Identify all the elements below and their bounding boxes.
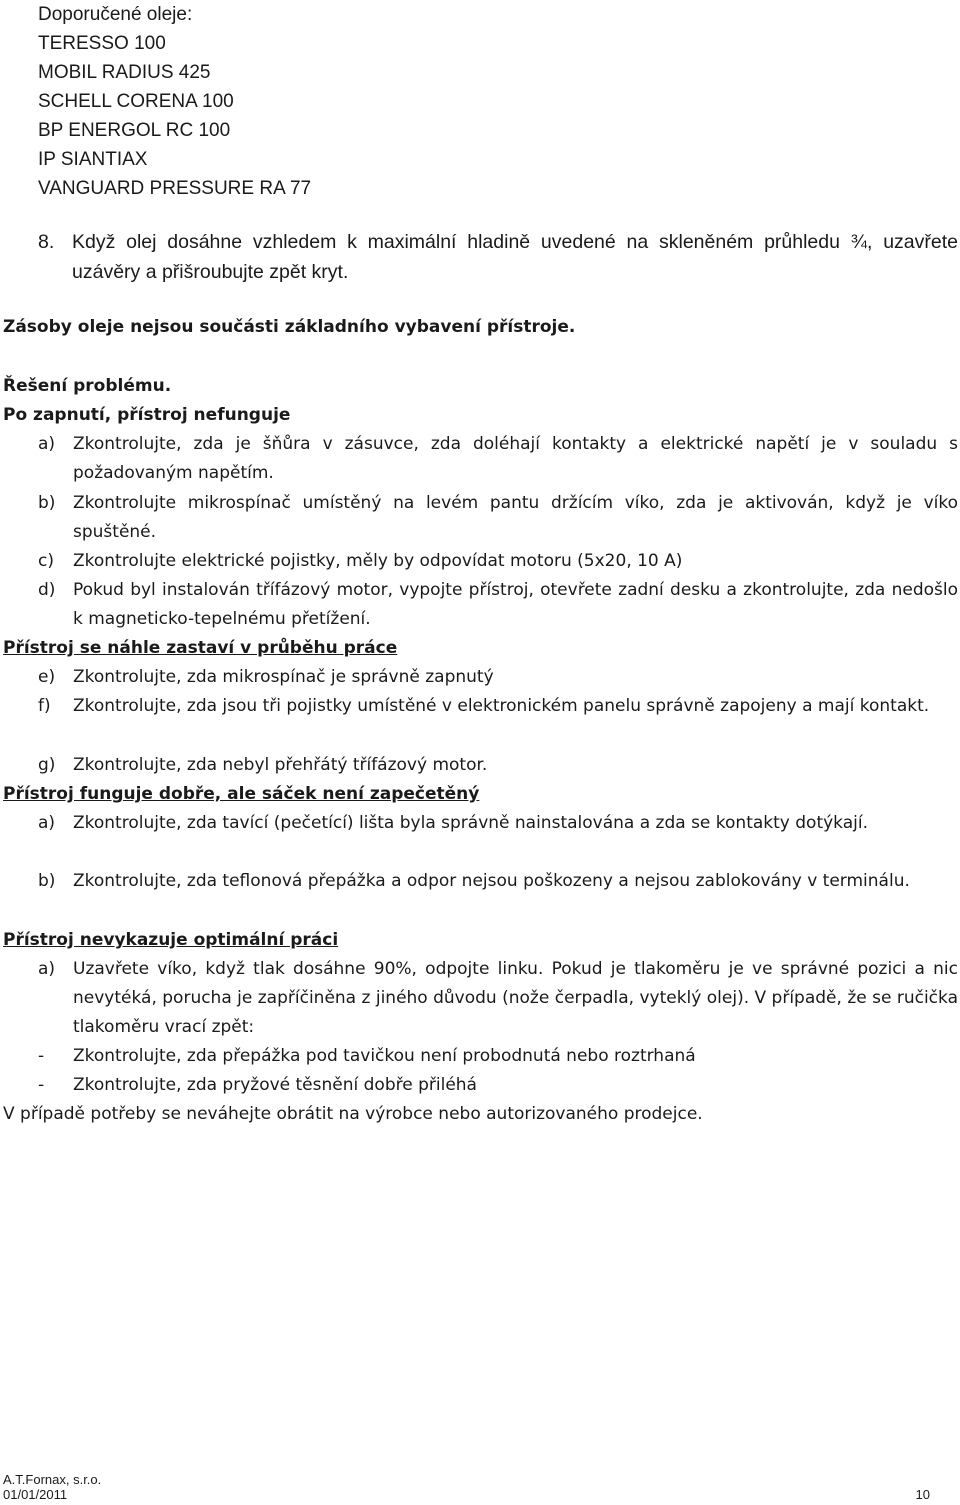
recommended-oils	[38, 0, 638, 203]
item-label: d)	[38, 580, 56, 600]
item-text: Zkontrolujte elektrické pojistky, měly by odpovídat motoru (5x20, 10 A)	[73, 551, 683, 571]
footer-date: 01/01/2011	[3, 1487, 68, 1502]
section-title: Přístroj funguje dobře, ale sáček není zapečetěný	[3, 784, 480, 804]
step-number: 8.	[38, 231, 55, 253]
troubleshooting-heading: Řešení problému.	[3, 376, 172, 396]
item-label: g)	[38, 755, 56, 775]
list-item	[38, 692, 958, 721]
item-text: Pokud byl instalován třífázový motor, vypojte přístroj, otevřete zadní desku a zkontrolujte, zda nedošlo k magneticko-tepelnému přetížení.	[73, 580, 958, 629]
item-label: c)	[38, 551, 54, 571]
page-number: 10	[915, 1487, 930, 1502]
section-title: Přístroj nevykazuje optimální práci	[3, 930, 339, 950]
item-label: b)	[38, 871, 56, 891]
list-item	[38, 955, 958, 1042]
item-label: -	[38, 1075, 45, 1095]
item-label: f)	[38, 696, 51, 716]
list-item	[38, 1071, 958, 1100]
oils-heading: Doporučené oleje:	[38, 4, 193, 25]
list-item	[38, 751, 958, 780]
list-item	[38, 576, 958, 634]
item-label: a)	[38, 959, 56, 979]
item-text: Zkontrolujte, zda jsou tři pojistky umístěné v elektronickém panelu správně zapojeny a mají kontakt.	[73, 696, 930, 716]
list-item	[38, 663, 958, 692]
item-text: Zkontrolujte, zda nebyl přehřátý třífázový motor.	[73, 755, 488, 775]
oil-item: TERESSO 100	[38, 33, 166, 54]
item-text: Zkontrolujte, zda pryžové těsnění dobře přiléhá	[73, 1075, 477, 1095]
closing-note: V případě potřeby se neváhejte obrátit na výrobce nebo autorizovaného prodejce.	[3, 1104, 703, 1124]
item-text: Zkontrolujte, zda teflonová přepážka a odpor nejsou poškozeny a nejsou zablokovány v terminálu.	[73, 871, 910, 891]
oil-item: BP ENERGOL RC 100	[38, 120, 231, 141]
oil-item: IP SIANTIAX	[38, 149, 148, 170]
list-item	[38, 430, 958, 488]
footer-company: A.T.Fornax, s.r.o.	[3, 1472, 102, 1487]
item-text: Uzavřete víko, když tlak dosáhne 90%, odpojte linku. Pokud je tlakoměru je ve správné pozici a nic nevytéká, porucha je zapříčiněna z jiného důvodu (nože čerpadla, vyteklý olej). V případě, že se ručička tlakoměru vrací zpět:	[73, 959, 958, 1037]
item-label: b)	[38, 493, 56, 513]
item-text: Zkontrolujte, zda přepážka pod tavičkou není probodnutá nebo roztrhaná	[73, 1046, 696, 1066]
section-title: Po zapnutí, přístroj nefunguje	[3, 405, 291, 425]
section-title: Přístroj se náhle zastaví v průběhu práce	[3, 638, 398, 658]
step-8	[38, 227, 958, 287]
list-item	[38, 809, 958, 838]
item-text: Zkontrolujte, zda mikrospínač je správně zapnutý	[73, 667, 494, 687]
item-label: a)	[38, 813, 56, 833]
list-item	[38, 1042, 958, 1071]
item-label: a)	[38, 434, 56, 454]
list-item	[38, 489, 958, 547]
item-text: Zkontrolujte, zda tavící (pečetící) lišta byla správně nainstalována a zda se kontakty dotýkají.	[73, 813, 868, 833]
item-text: Zkontrolujte, zda je šňůra v zásuvce, zda doléhají kontakty a elektrické napětí je v souladu s požadovaným napětím.	[73, 434, 958, 483]
item-label: e)	[38, 667, 56, 687]
list-item	[38, 547, 958, 576]
item-label: -	[38, 1046, 45, 1066]
oil-item: VANGUARD PRESSURE RA 77	[38, 178, 312, 199]
oil-item: MOBIL RADIUS 425	[38, 62, 211, 83]
oil-supply-note: Zásoby oleje nejsou součásti základního vybavení přístroje.	[3, 317, 576, 337]
oil-item: SCHELL CORENA 100	[38, 91, 234, 112]
list-item	[38, 867, 958, 896]
step-text: Když olej dosáhne vzhledem k maximální hladině uvedené na skleněném průhledu ¾, uzavřete uzávěry a přišroubujte zpět kryt.	[72, 231, 958, 283]
item-text: Zkontrolujte mikrospínač umístěný na levém pantu držícím víko, zda je aktivován, když je víko spuštěné.	[73, 493, 958, 542]
